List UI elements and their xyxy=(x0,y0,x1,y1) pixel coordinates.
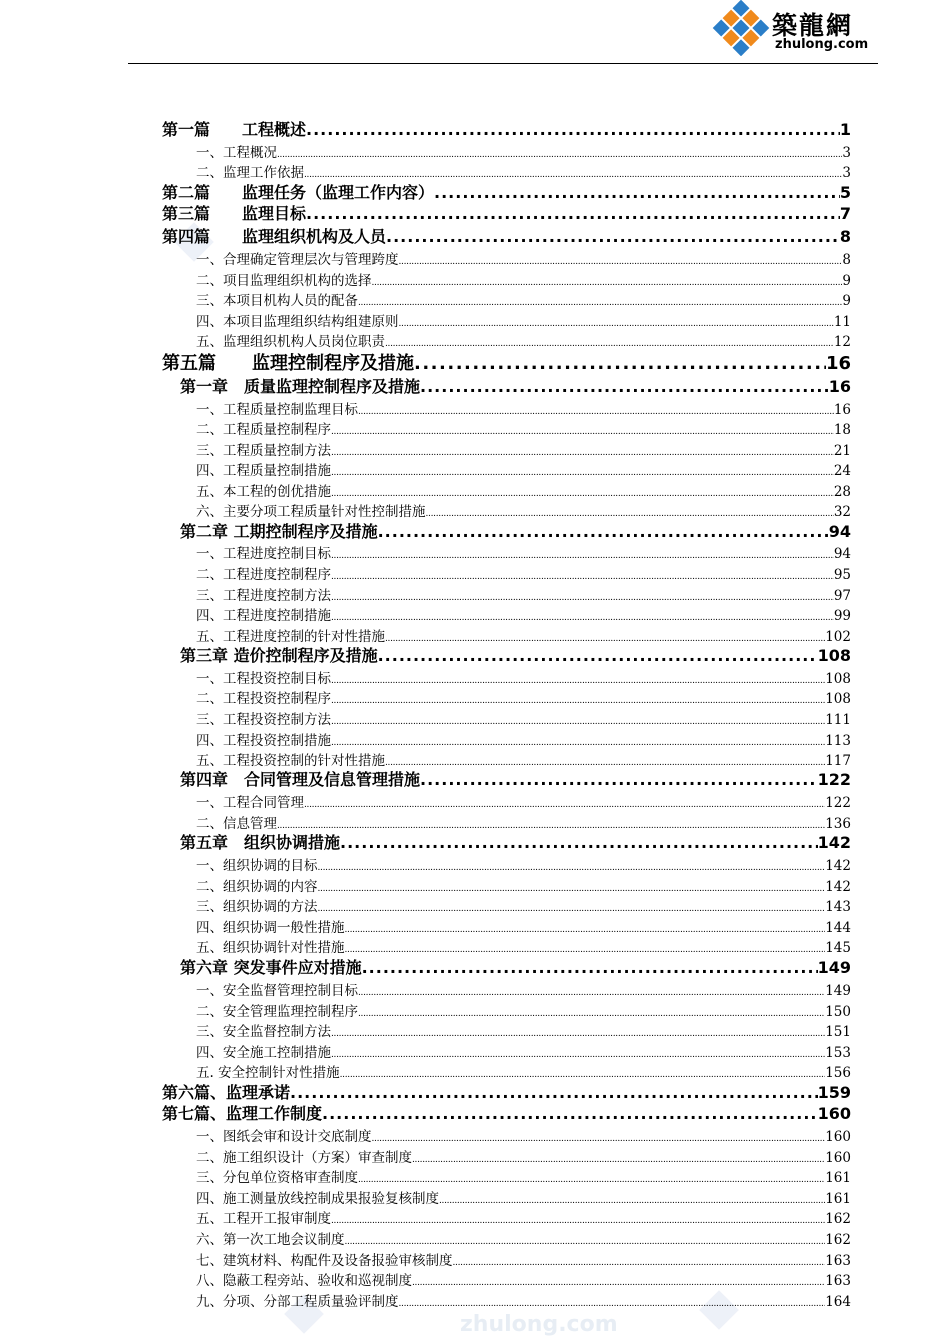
toc-entry-section[interactable] xyxy=(196,1020,851,1040)
toc-dot-leader xyxy=(318,904,826,914)
toc-dot-leader xyxy=(358,407,834,417)
toc-dot-leader xyxy=(331,427,834,437)
toc-dot-leader xyxy=(318,863,826,873)
toc-dot-leader xyxy=(385,339,834,349)
toc-entry-title: 九、分项、分部工程质量验评制度 xyxy=(196,1293,399,1310)
toc-entry-title: 一、工程进度控制目标 xyxy=(196,545,331,562)
toc-entry-page-number: 142 xyxy=(825,857,851,874)
toc-entry-section[interactable] xyxy=(196,459,851,479)
toc-entry-section[interactable] xyxy=(196,500,851,520)
toc-dot-leader xyxy=(378,646,818,665)
toc-entry-page-number: 149 xyxy=(825,982,851,999)
toc-entry-section[interactable] xyxy=(196,398,851,418)
toc-entry-title: 一、安全监督管理控制目标 xyxy=(196,982,358,999)
toc-entry-heading[interactable] xyxy=(180,643,851,666)
toc-entry-section[interactable] xyxy=(196,480,851,500)
toc-entry-section[interactable] xyxy=(196,439,851,459)
toc-entry-page-number: 9 xyxy=(842,272,851,289)
toc-dot-leader xyxy=(420,770,818,789)
toc-dot-leader xyxy=(372,278,843,288)
toc-entry-title: 第五章 组织协调措施 xyxy=(180,833,341,852)
toc-entry-title: 三、安全监督控制方法 xyxy=(196,1023,331,1040)
toc-entry-page-number: 151 xyxy=(825,1023,851,1040)
toc-entry-title: 六、主要分项工程质量针对性控制措施 xyxy=(196,503,426,520)
toc-entry-title: 一、工程概况 xyxy=(196,144,277,161)
toc-entry-page-number: 164 xyxy=(825,1293,851,1310)
toc-dot-leader xyxy=(358,1175,825,1185)
toc-entry-title: 一、工程质量控制监理目标 xyxy=(196,401,358,418)
toc-dot-leader xyxy=(322,1104,818,1123)
toc-entry-page-number: 142 xyxy=(817,833,851,852)
toc-entry-title: 四、工程质量控制措施 xyxy=(196,462,331,479)
toc-entry-page-number: 159 xyxy=(817,1083,851,1102)
toc-entry-title: 六、第一次工地会议制度 xyxy=(196,1231,345,1248)
toc-entry-page-number: 5 xyxy=(839,183,851,202)
toc-entry-title: 一、图纸会审和设计交底制度 xyxy=(196,1128,372,1145)
toc-dot-leader xyxy=(304,800,825,810)
toc-entry-title: 一、组织协调的目标 xyxy=(196,857,318,874)
toc-dot-leader xyxy=(412,1155,825,1165)
toc-entry-section[interactable] xyxy=(196,289,851,309)
toc-dot-leader xyxy=(420,377,829,396)
toc-entry-section[interactable] xyxy=(196,791,851,811)
toc-dot-leader xyxy=(331,1029,825,1039)
toc-dot-leader xyxy=(340,1070,826,1080)
toc-entry-page-number: 142 xyxy=(825,878,851,895)
logo-chinese-text: 築龍網 xyxy=(772,11,854,40)
toc-entry-section[interactable] xyxy=(196,749,851,769)
toc-entry-title: 三、分包单位资格审查制度 xyxy=(196,1169,358,1186)
toc-entry-title: 第七篇、监理工作制度 xyxy=(162,1104,323,1123)
toc-entry-page-number: 7 xyxy=(839,204,851,223)
toc-entry-page-number: 144 xyxy=(825,919,851,936)
toc-entry-title: 第二篇 监理任务（监理工作内容） xyxy=(162,183,435,202)
toc-entry-page-number: 95 xyxy=(833,566,851,583)
toc-entry-heading[interactable] xyxy=(162,1101,851,1124)
toc-entry-section[interactable] xyxy=(196,141,851,161)
toc-entry-page-number: 149 xyxy=(817,958,851,977)
toc-dot-leader xyxy=(385,758,825,768)
toc-entry-page-number: 32 xyxy=(833,503,851,520)
toc-entry-section[interactable] xyxy=(196,269,851,289)
toc-entry-section[interactable] xyxy=(196,1166,851,1186)
toc-entry-title: 一、工程投资控制目标 xyxy=(196,670,331,687)
toc-entry-page-number: 160 xyxy=(817,1104,851,1123)
toc-dot-leader xyxy=(277,150,842,160)
toc-dot-leader xyxy=(331,717,825,727)
toc-entry-title: 五、工程投资控制的针对性措施 xyxy=(196,752,385,769)
toc-entry-page-number: 143 xyxy=(825,898,851,915)
toc-entry-section[interactable] xyxy=(196,1000,851,1020)
toc-entry-page-number: 16 xyxy=(833,401,851,418)
toc-entry-section[interactable] xyxy=(196,1125,851,1145)
toc-entry-page-number: 122 xyxy=(825,794,851,811)
toc-entry-page-number: 11 xyxy=(833,313,851,330)
toc-entry-section[interactable] xyxy=(196,812,851,832)
toc-entry-section[interactable] xyxy=(196,1228,851,1248)
toc-entry-title: 五、监理组织机构人员岗位职责 xyxy=(196,333,385,350)
toc-entry-page-number: 161 xyxy=(825,1190,851,1207)
logo-english-text: zhulong.com xyxy=(775,37,869,52)
toc-dot-leader xyxy=(358,298,842,308)
toc-entry-heading[interactable] xyxy=(162,224,851,247)
toc-dot-leader xyxy=(331,1050,825,1060)
toc-dot-leader xyxy=(399,257,843,267)
toc-entry-section[interactable] xyxy=(196,330,851,350)
toc-entry-heading[interactable] xyxy=(162,1080,851,1103)
toc-dot-leader xyxy=(331,676,825,686)
toc-entry-page-number: 94 xyxy=(833,545,851,562)
toc-entry-title: 三、工程投资控制方法 xyxy=(196,711,331,728)
toc-entry-page-number: 136 xyxy=(825,815,851,832)
toc-entry-page-number: 1 xyxy=(839,120,851,139)
toc-dot-leader xyxy=(277,821,825,831)
toc-entry-title: 四、工程投资控制措施 xyxy=(196,732,331,749)
toc-entry-title: 第三章 造价控制程序及措施 xyxy=(180,646,378,665)
toc-dot-leader xyxy=(412,1278,825,1288)
toc-entry-title: 三、工程进度控制方法 xyxy=(196,587,331,604)
toc-dot-leader xyxy=(331,1216,825,1226)
toc-dot-leader xyxy=(439,1196,825,1206)
toc-entry-title: 一、工程合同管理 xyxy=(196,794,304,811)
toc-entry-page-number: 28 xyxy=(833,483,851,500)
toc-entry-page-number: 156 xyxy=(825,1064,851,1081)
toc-entry-title: 第五篇 监理控制程序及措施 xyxy=(162,353,414,374)
toc-dot-leader xyxy=(372,1134,826,1144)
watermark-text: zhulong.com xyxy=(460,1312,618,1337)
toc-dot-leader xyxy=(453,1258,826,1268)
toc-entry-page-number: 99 xyxy=(833,607,851,624)
toc-entry-title: 四、本项目监理组织结构组建原则 xyxy=(196,313,399,330)
toc-entry-section[interactable] xyxy=(196,667,851,687)
toc-entry-page-number: 113 xyxy=(825,732,851,749)
toc-entry-title: 五. 安全控制针对性措施 xyxy=(196,1064,340,1081)
toc-entry-page-number: 161 xyxy=(825,1169,851,1186)
toc-entry-heading[interactable] xyxy=(180,767,851,790)
toc-entry-page-number: 16 xyxy=(825,353,851,374)
toc-dot-leader xyxy=(318,884,826,894)
toc-entry-section[interactable] xyxy=(196,248,851,268)
toc-entry-section[interactable] xyxy=(196,916,851,936)
toc-dot-leader xyxy=(345,945,826,955)
toc-entry-page-number: 94 xyxy=(828,522,851,541)
toc-entry-heading[interactable] xyxy=(162,201,851,224)
toc-dot-leader xyxy=(331,613,834,623)
toc-dot-leader xyxy=(414,353,826,374)
toc-entry-page-number: 108 xyxy=(825,670,851,687)
toc-entry-page-number: 102 xyxy=(825,628,851,645)
toc-entry-title: 五、工程进度控制的针对性措施 xyxy=(196,628,385,645)
toc-entry-section[interactable] xyxy=(196,729,851,749)
toc-entry-page-number: 162 xyxy=(825,1210,851,1227)
toc-entry-section[interactable] xyxy=(196,895,851,915)
toc-dot-leader xyxy=(331,593,834,603)
toc-dot-leader xyxy=(385,634,825,644)
toc-entry-title: 四、安全施工控制措施 xyxy=(196,1044,331,1061)
toc-dot-leader xyxy=(386,227,840,246)
toc-dot-leader xyxy=(345,925,826,935)
toc-entry-title: 二、信息管理 xyxy=(196,815,277,832)
toc-dot-leader xyxy=(358,1009,825,1019)
toc-entry-page-number: 108 xyxy=(825,690,851,707)
toc-entry-title: 二、项目监理组织机构的选择 xyxy=(196,272,372,289)
toc-entry-section[interactable] xyxy=(196,708,851,728)
toc-entry-page-number: 150 xyxy=(825,1003,851,1020)
toc-entry-title: 二、安全管理监理控制程序 xyxy=(196,1003,358,1020)
toc-dot-leader xyxy=(331,551,834,561)
toc-dot-leader xyxy=(306,120,840,139)
toc-entry-page-number: 16 xyxy=(828,377,851,396)
toc-entry-title: 四、施工测量放线控制成果报验复核制度 xyxy=(196,1190,439,1207)
toc-dot-leader xyxy=(304,170,842,180)
toc-dot-leader xyxy=(331,696,825,706)
toc-entry-section[interactable] xyxy=(196,936,851,956)
toc-dot-leader xyxy=(340,833,818,852)
toc-entry-page-number: 160 xyxy=(825,1149,851,1166)
toc-entry-page-number: 21 xyxy=(833,442,851,459)
toc-entry-title: 二、工程投资控制程序 xyxy=(196,690,331,707)
toc-entry-section[interactable] xyxy=(196,563,851,583)
toc-entry-section[interactable] xyxy=(196,1207,851,1227)
toc-entry-section[interactable] xyxy=(196,418,851,438)
toc-entry-page-number: 108 xyxy=(817,646,851,665)
toc-dot-leader xyxy=(306,204,840,223)
toc-entry-page-number: 160 xyxy=(825,1128,851,1145)
toc-entry-section[interactable] xyxy=(196,310,851,330)
toc-entry-section[interactable] xyxy=(196,1041,851,1061)
toc-entry-title: 二、工程进度控制程序 xyxy=(196,566,331,583)
toc-entry-page-number: 9 xyxy=(842,292,851,309)
toc-entry-page-number: 162 xyxy=(825,1231,851,1248)
toc-entry-section[interactable] xyxy=(196,1061,851,1081)
toc-entry-section[interactable] xyxy=(196,1290,851,1310)
toc-entry-page-number: 97 xyxy=(833,587,851,604)
toc-entry-section[interactable] xyxy=(196,1146,851,1166)
toc-dot-leader xyxy=(362,958,818,977)
toc-entry-title: 二、工程质量控制程序 xyxy=(196,421,331,438)
toc-dot-leader xyxy=(331,448,834,458)
toc-entry-page-number: 153 xyxy=(825,1044,851,1061)
toc-entry-page-number: 145 xyxy=(825,939,851,956)
toc-entry-title: 第六篇、监理承诺 xyxy=(162,1083,291,1102)
toc-dot-leader xyxy=(358,988,825,998)
toc-dot-leader xyxy=(331,489,834,499)
toc-entry-page-number: 163 xyxy=(825,1252,851,1269)
toc-entry-title: 七、建筑材料、构配件及设备报验审核制度 xyxy=(196,1252,453,1269)
toc-entry-page-number: 8 xyxy=(842,251,851,268)
toc-dot-leader xyxy=(331,468,834,478)
toc-entry-title: 四、组织协调一般性措施 xyxy=(196,919,345,936)
toc-entry-title: 第二章 工期控制程序及措施 xyxy=(180,522,378,541)
toc-entry-section[interactable] xyxy=(196,979,851,999)
toc-dot-leader xyxy=(345,1237,826,1247)
toc-entry-section[interactable] xyxy=(196,1187,851,1207)
toc-entry-section[interactable] xyxy=(196,687,851,707)
toc-dot-leader xyxy=(426,509,834,519)
toc-entry-page-number: 3 xyxy=(842,144,851,161)
toc-entry-page-number: 3 xyxy=(842,164,851,181)
toc-entry-title: 二、监理工作依据 xyxy=(196,164,304,181)
toc-entry-title: 第一篇 工程概述 xyxy=(162,120,307,139)
toc-entry-page-number: 12 xyxy=(833,333,851,350)
toc-dot-leader xyxy=(290,1083,818,1102)
toc-entry-title: 二、组织协调的内容 xyxy=(196,878,318,895)
toc-entry-title: 五、工程开工报审制度 xyxy=(196,1210,331,1227)
toc-entry-heading[interactable] xyxy=(180,519,851,542)
toc-entry-page-number: 18 xyxy=(833,421,851,438)
toc-entry-heading[interactable] xyxy=(180,955,851,978)
toc-dot-leader xyxy=(399,319,834,329)
toc-entry-heading[interactable] xyxy=(162,349,851,375)
toc-entry-title: 第三篇 监理目标 xyxy=(162,204,307,223)
toc-entry-title: 第四章 合同管理及信息管理措施 xyxy=(180,770,421,789)
toc-entry-section[interactable] xyxy=(196,1269,851,1289)
toc-dot-leader xyxy=(378,522,829,541)
toc-entry-page-number: 163 xyxy=(825,1272,851,1289)
toc-entry-section[interactable] xyxy=(196,625,851,645)
toc-entry-section[interactable] xyxy=(196,584,851,604)
toc-entry-title: 五、本工程的创优措施 xyxy=(196,483,331,500)
toc-entry-title: 第六章 突发事件应对措施 xyxy=(180,958,362,977)
toc-entry-heading[interactable] xyxy=(180,374,851,397)
toc-dot-leader xyxy=(399,1299,826,1309)
toc-entry-section[interactable] xyxy=(196,161,851,181)
toc-entry-title: 八、隐蔽工程旁站、验收和巡视制度 xyxy=(196,1272,412,1289)
toc-entry-title: 五、组织协调针对性措施 xyxy=(196,939,345,956)
toc-dot-leader xyxy=(331,572,834,582)
toc-entry-page-number: 24 xyxy=(833,462,851,479)
toc-entry-section[interactable] xyxy=(196,854,851,874)
toc-entry-title: 第四篇 监理组织机构及人员 xyxy=(162,227,387,246)
toc-entry-section[interactable] xyxy=(196,542,851,562)
toc-entry-title: 二、施工组织设计（方案）审查制度 xyxy=(196,1149,412,1166)
toc-entry-title: 第一章 质量监理控制程序及措施 xyxy=(180,377,421,396)
toc-entry-heading[interactable] xyxy=(162,117,851,140)
toc-entry-section[interactable] xyxy=(196,1249,851,1269)
toc-entry-title: 一、合理确定管理层次与管理跨度 xyxy=(196,251,399,268)
toc-entry-section[interactable] xyxy=(196,875,851,895)
toc-entry-page-number: 111 xyxy=(825,711,851,728)
toc-entry-heading[interactable] xyxy=(162,180,851,203)
toc-entry-page-number: 117 xyxy=(825,752,851,769)
toc-entry-title: 四、工程进度控制措施 xyxy=(196,607,331,624)
toc-entry-title: 三、工程质量控制方法 xyxy=(196,442,331,459)
toc-entry-page-number: 8 xyxy=(839,227,851,246)
toc-entry-title: 三、组织协调的方法 xyxy=(196,898,318,915)
toc-entry-heading[interactable] xyxy=(180,830,851,853)
toc-entry-section[interactable] xyxy=(196,604,851,624)
toc-entry-title: 三、本项目机构人员的配备 xyxy=(196,292,358,309)
toc-dot-leader xyxy=(434,183,840,202)
toc-entry-page-number: 122 xyxy=(817,770,851,789)
toc-dot-leader xyxy=(331,738,825,748)
